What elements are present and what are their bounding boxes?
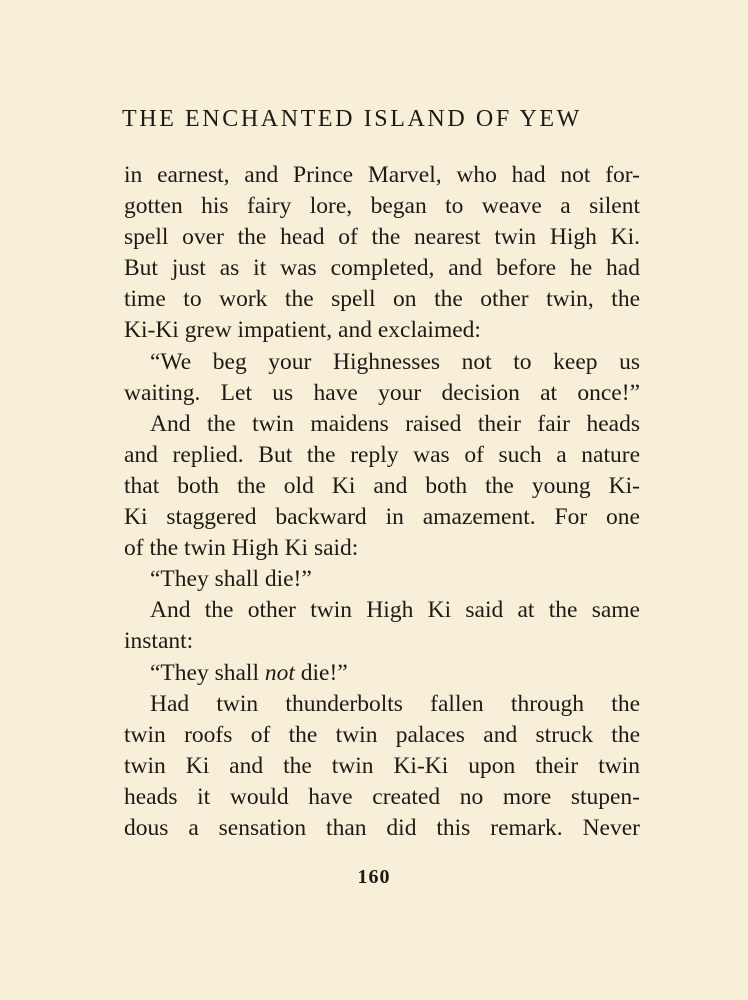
text-line: spell over the head of the nearest twin High Ki. [124, 224, 640, 251]
text-line: in earnest, and Prince Marvel, who had not for- [124, 162, 640, 188]
text-line: And the twin maidens raised their fair heads [150, 410, 640, 437]
text-line: twin roofs of the twin palaces and struck the [124, 721, 640, 748]
text-line: And the other twin High Ki said at the same [150, 597, 640, 624]
text-line: time to work the spell on the other twin, the [124, 286, 640, 313]
text-line: instant: [124, 628, 194, 655]
italic-word: not [264, 659, 295, 686]
text-line: But just as it was completed, and before he had [124, 255, 640, 282]
line-segment: die!” [294, 659, 348, 686]
page-number: 160 [357, 866, 391, 888]
text-line [124, 658, 640, 689]
line-segment: “They shall [150, 659, 265, 686]
running-head: THE ENCHANTED ISLAND OF YEW [122, 106, 582, 132]
text-line: dous a sensation than did this remark. Never [124, 814, 640, 841]
text-line: “They shall die!” [150, 566, 312, 593]
text-line: waiting. Let us have your decision at once!” [124, 379, 640, 406]
text-line: Ki-Ki grew impatient, and exclaimed: [124, 317, 481, 344]
text-line: heads it would have created no more stupen- [124, 783, 640, 810]
body-text [124, 160, 640, 844]
text-line: “We beg your Highnesses not to keep us [150, 348, 640, 375]
text-line: of the twin High Ki said: [124, 535, 359, 562]
text-line: gotten his fairy lore, began to weave a silent [124, 193, 640, 220]
text-line: that both the old Ki and both the young Ki- [124, 472, 640, 499]
text-line: Had twin thunderbolts fallen through the [150, 690, 640, 717]
text-line: and replied. But the reply was of such a nature [124, 441, 640, 468]
text-line: Ki staggered backward in amazement. For one [124, 504, 640, 531]
text-line: twin Ki and the twin Ki-Ki upon their twin [124, 752, 640, 779]
